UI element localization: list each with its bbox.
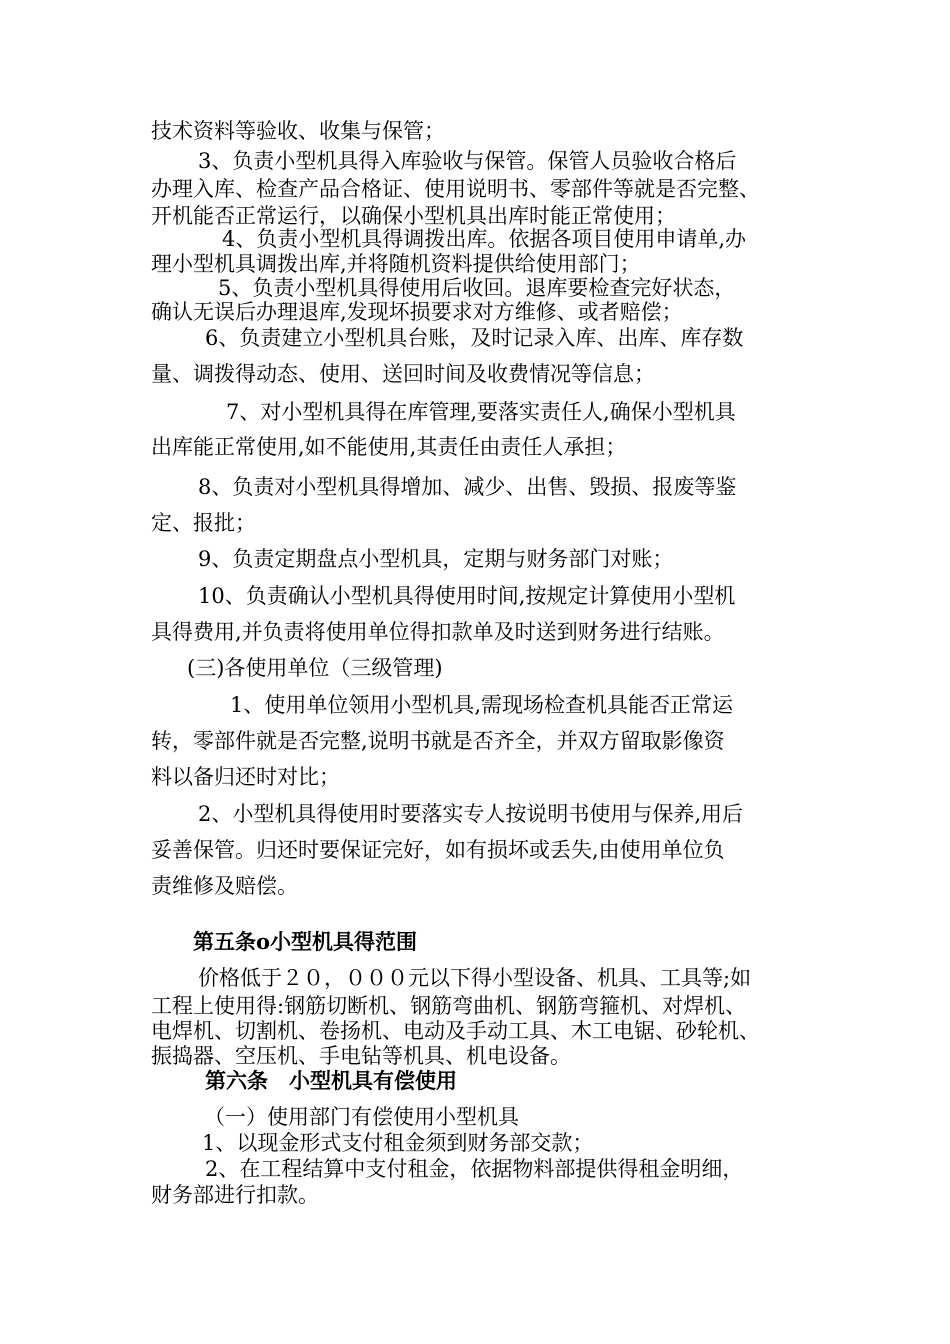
- text-line: 4、负责小型机具得调拨出库。依据各项目使用申请单,办: [222, 227, 747, 251]
- text-line: 妥善保管。归还时要保证完好，如有损坏或丢失,由使用单位负: [151, 838, 725, 862]
- text-line: 财务部进行扣款。: [151, 1183, 319, 1207]
- text-line: 6、负责建立小型机具台账，及时记录入库、出库、库存数: [205, 326, 744, 350]
- text-line: 办理入库、检查产品合格证、使用说明书、零部件等就是否完整、: [151, 177, 760, 201]
- text-line: (三)各使用单位（三级管理): [187, 656, 443, 680]
- text-line: 确认无误后办理退库,发现坏损要求对方维修、或者赔偿；: [151, 300, 683, 324]
- text-line: 理小型机具调拨出库,并将随机资料提供给使用部门；: [151, 252, 641, 276]
- text-line: （一）使用部门有偿使用小型机具: [204, 1105, 519, 1129]
- section-heading-article-5: 第五条o小型机具得范围: [193, 929, 418, 954]
- section-heading-article-6: 第六条 小型机具有偿使用: [205, 1068, 457, 1093]
- text-line: 出库能正常使用,如不能使用,其责任由责任人承担；: [151, 435, 627, 459]
- text-line: 振捣器、空压机、手电钻等机具、机电设备。: [151, 1044, 571, 1068]
- text-line: 7、对小型机具得在库管理,要落实责任人,确保小型机具: [226, 400, 736, 424]
- text-line: 3、负责小型机具得入库验收与保管。保管人员验收合格后: [198, 149, 737, 173]
- text-line: 电焊机、切割机、卷扬机、电动及手动工具、木工电锯、砂轮机、: [151, 1019, 760, 1043]
- text-line: 价格低于２０，０００元以下得小型设备、机具、工具等;如: [198, 966, 752, 990]
- text-line: 料以备归还时对比；: [151, 765, 340, 789]
- text-line: 具得费用,并负责将使用单位得扣款单及时送到财务进行结账。: [151, 620, 725, 644]
- text-line: 1、以现金形式支付租金须到财务部交款；: [202, 1131, 594, 1155]
- text-line: 转，零部件就是否完整,说明书就是否齐全，并双方留取影像资: [151, 729, 725, 753]
- text-line: 1、使用单位领用小型机具,需现场检查机具能否正常运: [230, 693, 734, 717]
- text-line: 定、报批；: [151, 511, 256, 535]
- text-line: 2、小型机具得使用时要落实专人按说明书使用与保养,用后: [198, 802, 744, 826]
- text-line: 技术资料等验收、收集与保管；: [151, 119, 445, 143]
- text-line: 2、在工程结算中支付租金，依据物料部提供得租金明细，: [205, 1157, 744, 1181]
- text-line: 5、负责小型机具得使用后收回。退库要检查完好状态，: [218, 276, 736, 300]
- text-line: 8、负责对小型机具得增加、减少、出售、毁损、报废等鉴: [198, 475, 737, 499]
- text-line: 开机能否正常运行，以确保小型机具出库时能正常使用；: [151, 204, 676, 228]
- text-line: 10、负责确认小型机具得使用时间,按规定计算使用小型机: [198, 584, 736, 608]
- text-line: 责维修及赔偿。: [151, 874, 298, 898]
- text-line: 工程上使用得:钢筋切断机、钢筋弯曲机、钢筋弯箍机、对焊机、: [151, 994, 747, 1018]
- text-line: 9、负责定期盘点小型机具，定期与财务部门对账；: [198, 547, 674, 571]
- text-line: 量、调拨得动态、使用、送回时间及收费情况等信息；: [151, 362, 655, 386]
